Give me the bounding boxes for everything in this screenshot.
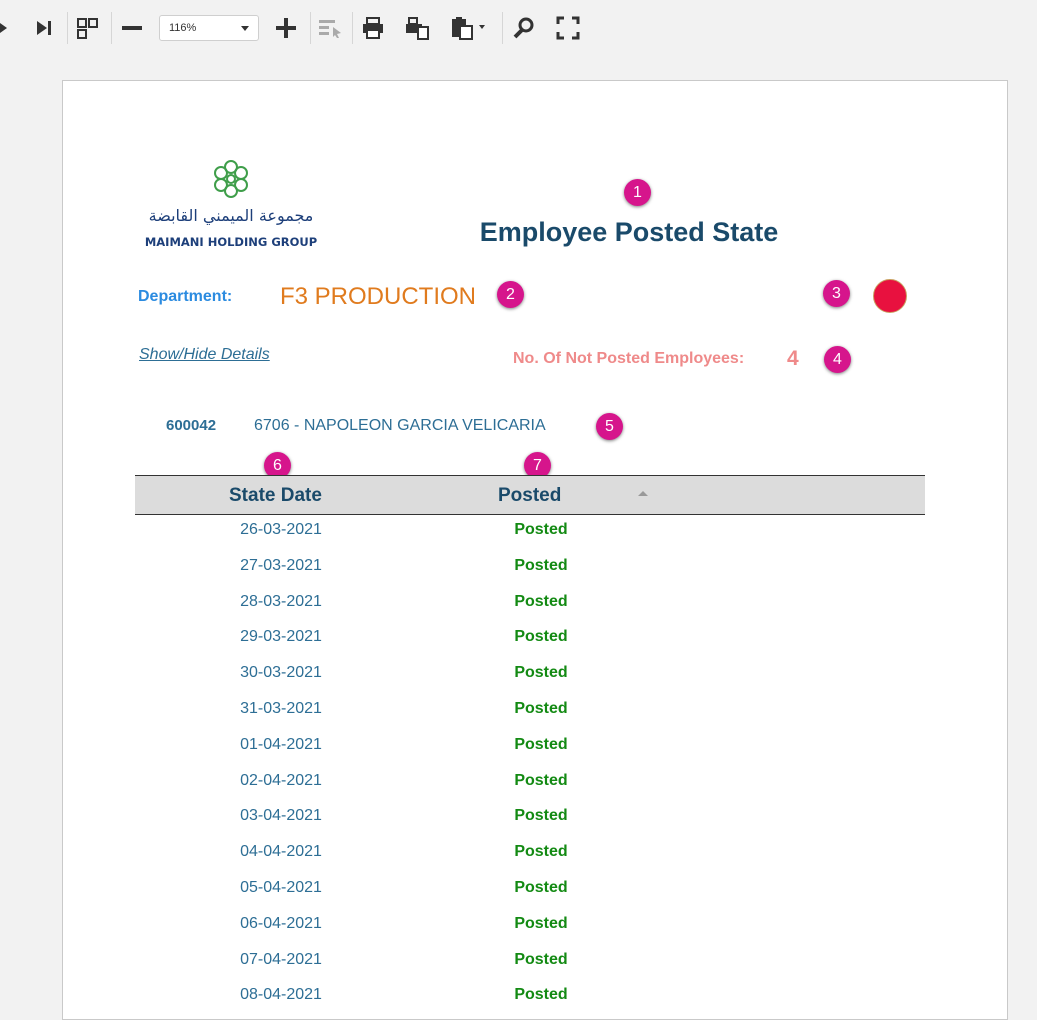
next-page-icon[interactable] [0,12,10,44]
toolbar-separator [111,12,112,44]
print-page-icon[interactable] [401,12,433,44]
posted-state-cell: Posted [514,521,568,538]
toolbar-separator [310,12,311,44]
state-date-cell: 27-03-2021 [240,556,322,574]
posted-state-cell: Posted [514,735,568,753]
not-posted-count: 4 [787,347,799,370]
zoom-in-icon[interactable] [270,12,302,44]
table-row [135,907,925,943]
annotation-badge-4: 4 [824,346,851,373]
posted-state-cell: Posted [514,628,568,646]
department-label: Department: [138,288,233,305]
zoom-value: 116% [169,22,197,34]
export-icon[interactable] [446,12,490,44]
posted-state-cell: Posted [514,664,568,682]
state-date-cell: 28-03-2021 [240,592,322,610]
state-date-cell: 01-04-2021 [240,735,322,753]
company-logo [143,159,323,251]
report-page [62,80,1008,1020]
column-header-state-date[interactable]: State Date [229,485,322,506]
state-date-cell: 02-04-2021 [240,771,322,789]
table-row [135,764,925,800]
annotation-badge-6: 6 [264,452,291,479]
table-header [135,475,925,515]
state-date-cell: 03-04-2021 [240,807,322,825]
not-posted-label: No. Of Not Posted Employees: [513,350,745,367]
table-row [135,728,925,764]
toolbar-separator [352,12,353,44]
posted-state-cell: Posted [514,556,568,574]
posted-state-cell: Posted [514,700,568,717]
posted-state-cell: Posted [514,879,568,896]
status-indicator [873,279,907,313]
annotation-badge-1: 1 [624,179,651,206]
logo-english-text: MAIMANI HOLDING GROUP [144,235,318,249]
annotation-badge-3: 3 [823,280,850,307]
fullscreen-icon[interactable] [552,12,584,44]
report-title: Employee Posted State [479,217,779,247]
table-row [135,871,925,907]
annotation-badge-7: 7 [524,452,551,479]
table-row [135,620,925,656]
logo-arabic-text: مجموعة الميمني القابضة [148,206,314,225]
posted-state-cell: Posted [514,771,568,789]
state-date-cell: 26-03-2021 [240,521,322,538]
last-page-icon[interactable] [28,12,60,44]
multi-page-icon[interactable] [72,12,104,44]
table-row [135,799,925,835]
state-date-cell: 04-04-2021 [240,843,322,861]
state-date-cell: 06-04-2021 [240,914,322,932]
annotation-badge-5: 5 [596,413,623,440]
state-date-cell: 05-04-2021 [240,879,322,896]
zoom-select[interactable] [159,15,259,41]
table-row [135,692,925,728]
state-date-cell: 29-03-2021 [240,628,322,646]
posted-state-cell: Posted [514,807,568,825]
table-row [135,835,925,871]
employee-name: 6706 - NAPOLEON GARCIA VELICARIA [254,417,546,434]
posted-state-cell: Posted [514,592,568,610]
sort-ascending-icon[interactable] [638,491,648,496]
chevron-down-icon [241,26,249,31]
state-date-cell: 08-04-2021 [240,986,322,1004]
annotation-badge-2: 2 [497,281,524,308]
posted-state-cell: Posted [514,986,568,1004]
state-date-cell: 31-03-2021 [240,700,322,717]
toolbar-separator [67,12,68,44]
table-row [135,943,925,979]
department-value: F3 PRODUCTION [280,283,477,310]
table-row [135,978,925,1014]
table-row [135,585,925,621]
column-header-posted[interactable]: Posted [498,485,562,506]
toolbar-separator [502,12,503,44]
search-icon[interactable] [508,12,540,44]
show-hide-details-link[interactable]: Show/Hide Details [139,346,270,363]
posted-state-cell: Posted [514,950,568,968]
state-date-cell: 07-04-2021 [240,950,322,968]
posted-state-cell: Posted [514,843,568,861]
highlight-editing-icon [314,12,346,44]
state-date-cell: 30-03-2021 [240,664,322,682]
posted-state-cell: Posted [514,914,568,932]
table-row [135,656,925,692]
viewer-toolbar [0,0,1037,56]
employee-id: 600042 [166,417,217,434]
print-icon[interactable] [357,12,389,44]
table-row [135,513,925,549]
zoom-out-icon[interactable] [116,12,148,44]
table-row [135,549,925,585]
